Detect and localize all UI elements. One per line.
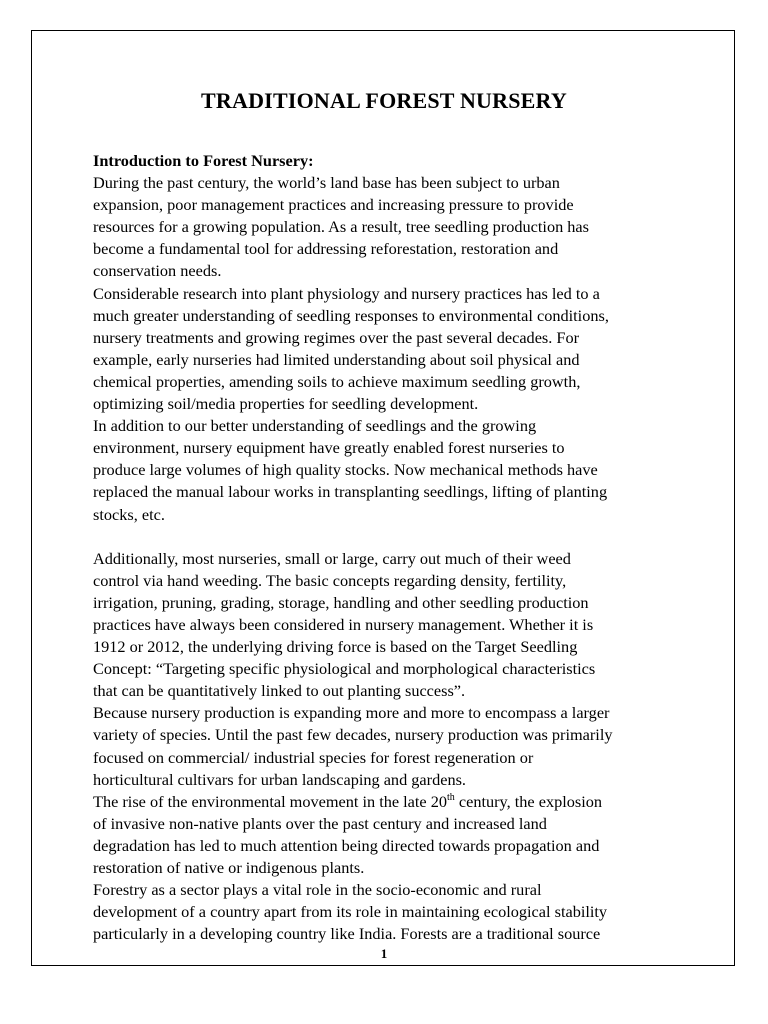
text-line: horticultural cultivars for urban landscaping and gardens.: [93, 769, 466, 789]
text-fragment: The rise of the environmental movement in the late 20: [93, 791, 448, 811]
text-line: stocks, etc.: [93, 504, 165, 524]
paragraph: [93, 879, 673, 945]
text-line: of invasive non-native plants over the past century and increased land: [93, 813, 547, 833]
text-line: control via hand weeding. The basic concepts regarding density, fertility,: [93, 570, 567, 590]
text-line: restoration of native or indigenous plants.: [93, 858, 365, 877]
document-title: TRADITIONAL FOREST NURSERY: [201, 88, 567, 113]
document-body: [93, 150, 673, 945]
text-line: 1912 or 2012, the underlying driving force is based on the Target Seedling: [93, 637, 578, 657]
text-line: Forestry as a sector plays a vital role in the socio-economic and rural: [93, 880, 542, 900]
text-fragment: century, the explosion: [454, 791, 603, 811]
text-line: chemical properties, amending soils to achieve maximum seedling growth,: [93, 371, 581, 391]
text-line: that can be quantitatively linked to out planting success”.: [93, 681, 466, 701]
text-line: In addition to our better understanding of seedlings and the growing: [93, 416, 537, 436]
paragraph: [93, 702, 673, 790]
text-line: replaced the manual labour works in transplanting seedlings, lifting of planting: [93, 482, 608, 502]
paragraph: [93, 791, 673, 879]
paragraph: [93, 548, 673, 703]
text-line: expansion, poor management practices and increasing pressure to provide: [93, 195, 574, 215]
text-line: irrigation, pruning, grading, storage, handling and other seedling production: [93, 592, 589, 612]
text-line: focused on commercial/ industrial species for forest regeneration or: [93, 747, 534, 767]
text-line: degradation has led to much attention being directed towards propagation and: [93, 835, 600, 855]
paragraph: [93, 415, 673, 525]
text-line: example, early nurseries had limited understanding about soil physical and: [93, 349, 580, 369]
text-line: [93, 791, 673, 813]
text-line: much greater understanding of seedling responses to environmental conditions,: [93, 305, 609, 325]
text-line: Because nursery production is expanding more and more to encompass a larger: [93, 703, 610, 723]
text-line: conservation needs.: [93, 261, 222, 281]
text-line: optimizing soil/media properties for seedling development.: [93, 394, 479, 414]
text-line: Additionally, most nurseries, small or large, carry out much of their weed: [93, 548, 571, 568]
text-line: particularly in a developing country like India. Forests are a traditional source: [93, 924, 601, 944]
text-line: practices have always been considered in nursery management. Whether it is: [93, 614, 594, 634]
text-line: become a fundamental tool for addressing reforestation, restoration and: [93, 239, 559, 259]
text-line: resources for a growing population. As a result, tree seedling production has: [93, 217, 589, 237]
text-line: During the past century, the world’s land base has been subject to urban: [93, 173, 560, 193]
text-line: environment, nursery equipment have greatly enabled forest nurseries to: [93, 438, 565, 458]
text-line: produce large volumes of high quality stocks. Now mechanical methods have: [93, 460, 598, 480]
text-line: nursery treatments and growing regimes over the past several decades. For: [93, 327, 580, 347]
paragraph: [93, 172, 673, 282]
text-line: development of a country apart from its role in maintaining ecological stability: [93, 902, 608, 922]
section-heading: Introduction to Forest Nursery:: [93, 151, 314, 170]
superscript: th: [447, 791, 455, 803]
text-line: Considerable research into plant physiology and nursery practices has led to a: [93, 283, 600, 303]
paragraph: [93, 283, 673, 416]
text-line: Concept: “Targeting specific physiological and morphological characteristics: [93, 659, 596, 679]
text-line: variety of species. Until the past few decades, nursery production was primarily: [93, 725, 613, 745]
page-number: 1: [380, 946, 388, 961]
